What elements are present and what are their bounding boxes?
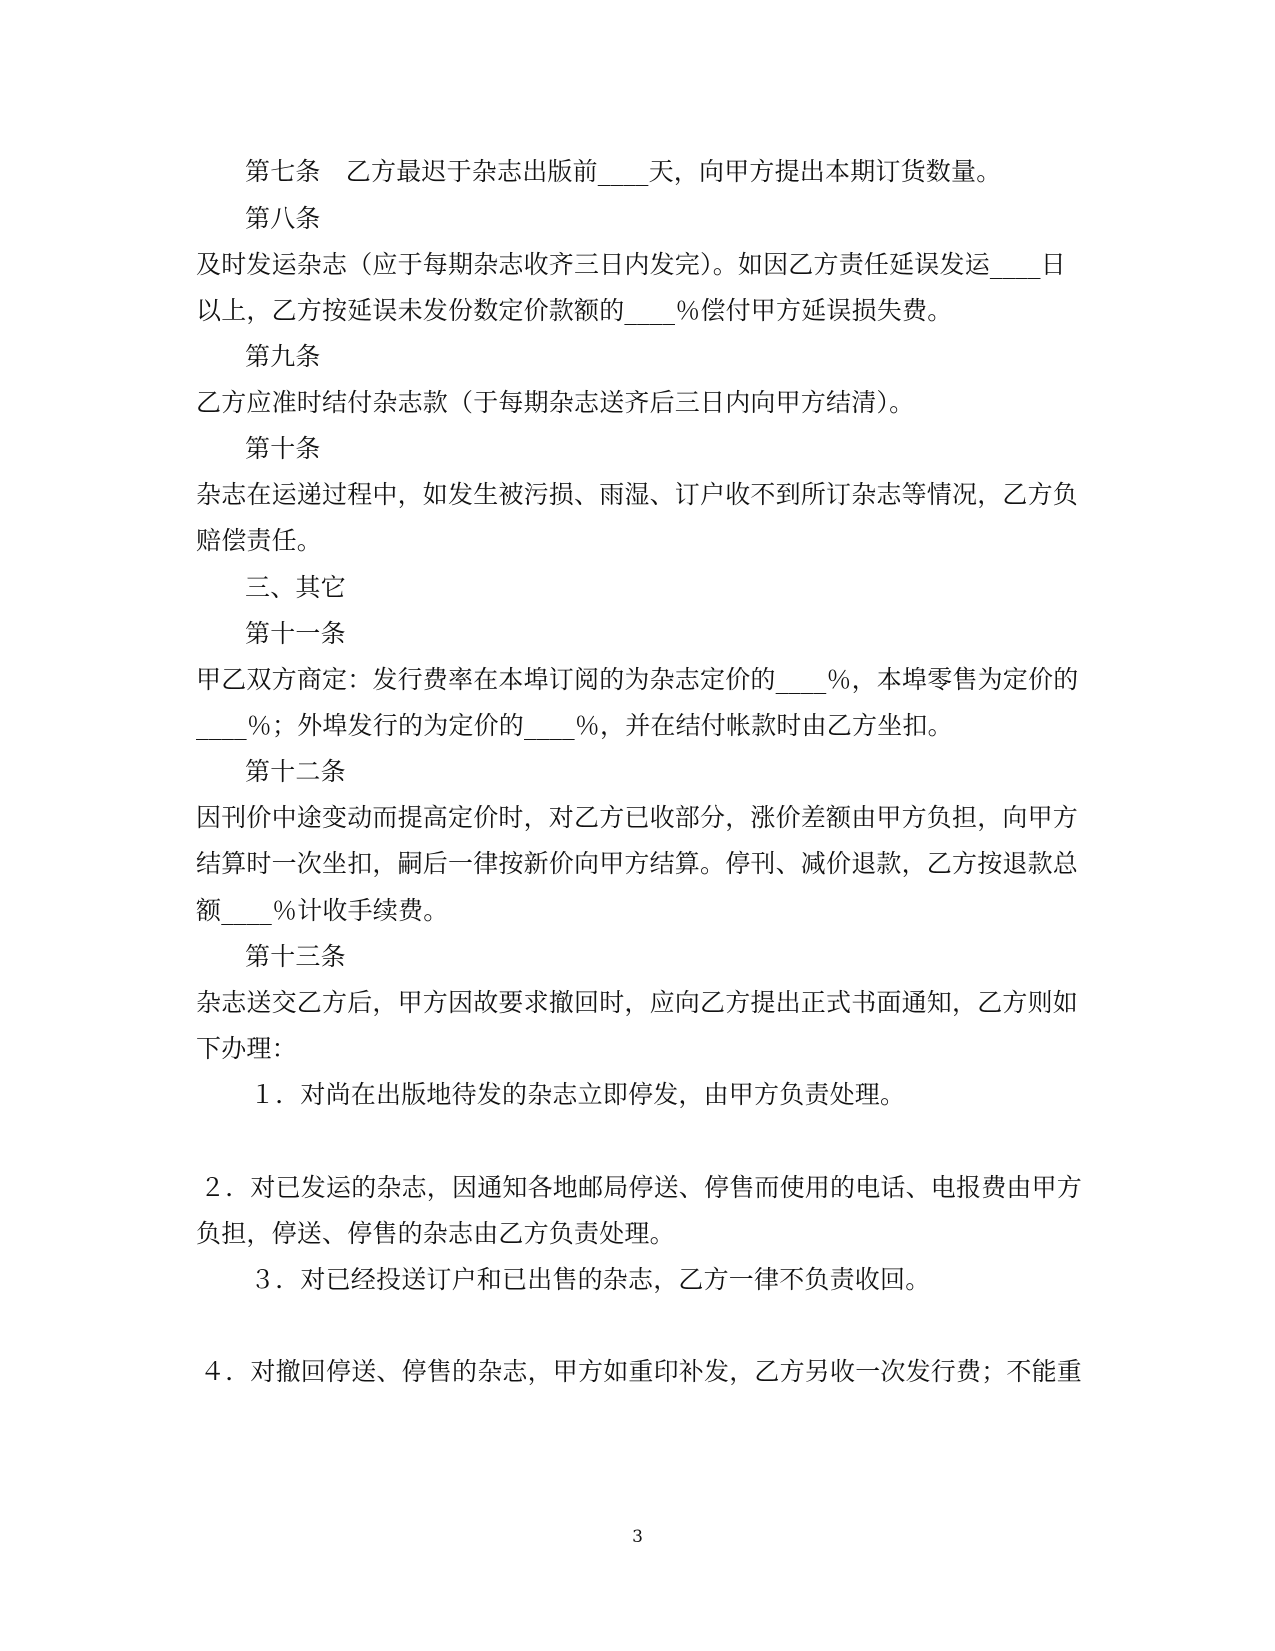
article-8-line-2: 以上，乙方按延误未发份数定价款额的____％偿付甲方延误损失费。 — [196, 296, 953, 325]
article-10-heading: 第十条 — [245, 434, 321, 463]
article-7-line: 第七条 乙方最迟于杂志出版前____天，向甲方提出本期订货数量。 — [245, 157, 1002, 186]
list-item-2-line-2: 负担，停送、停售的杂志由乙方负责处理。 — [196, 1219, 675, 1248]
article-8-heading: 第八条 — [245, 204, 321, 233]
page-number: 3 — [632, 1527, 643, 1547]
article-8-line-1: 及时发运杂志（应于每期杂志收齐三日内发完）。如因乙方责任延误发运____日 — [196, 250, 1066, 279]
article-11-heading: 第十一条 — [245, 619, 346, 648]
list-item-4-line-1: ４．对撤回停送、停售的杂志，甲方如重印补发，乙方另收一次发行费；不能重 — [200, 1357, 1083, 1386]
list-item-2-line-1: ２．对已发运的杂志，因通知各地邮局停送、停售而使用的电话、电报费由甲方 — [200, 1173, 1083, 1202]
article-12-heading: 第十二条 — [245, 757, 346, 786]
article-11-line-1: 甲乙双方商定：发行费率在本埠订阅的为杂志定价的____％，本埠零售为定价的 — [196, 665, 1079, 694]
section-3-heading: 三、其它 — [245, 573, 346, 602]
article-12-line-1: 因刊价中途变动而提高定价时，对乙方已收部分，涨价差额由甲方负担，向甲方 — [196, 803, 1079, 832]
article-12-line-2: 结算时一次坐扣，嗣后一律按新价向甲方结算。停刊、减价退款，乙方按退款总 — [196, 849, 1079, 878]
article-13-line-2: 下办理： — [196, 1034, 297, 1063]
article-9-heading: 第九条 — [245, 342, 321, 371]
article-13-heading: 第十三条 — [245, 942, 346, 971]
list-item-1: １．对尚在出版地待发的杂志立即停发，由甲方负责处理。 — [250, 1080, 906, 1109]
article-9-line-1: 乙方应准时结付杂志款（于每期杂志送齐后三日内向甲方结清）。 — [196, 388, 915, 417]
list-item-3: ３．对已经投送订户和已出售的杂志，乙方一律不负责收回。 — [250, 1265, 931, 1294]
article-13-line-1: 杂志送交乙方后，甲方因故要求撤回时，应向乙方提出正式书面通知，乙方则如 — [196, 988, 1079, 1017]
article-12-line-3: 额____％计收手续费。 — [196, 896, 449, 925]
article-10-line-1: 杂志在运递过程中，如发生被污损、雨湿、订户收不到所订杂志等情况，乙方负 — [196, 480, 1079, 509]
article-10-line-2: 赔偿责任。 — [196, 526, 323, 555]
article-11-line-2: ____％；外埠发行的为定价的____％，并在结付帐款时由乙方坐扣。 — [196, 711, 953, 740]
